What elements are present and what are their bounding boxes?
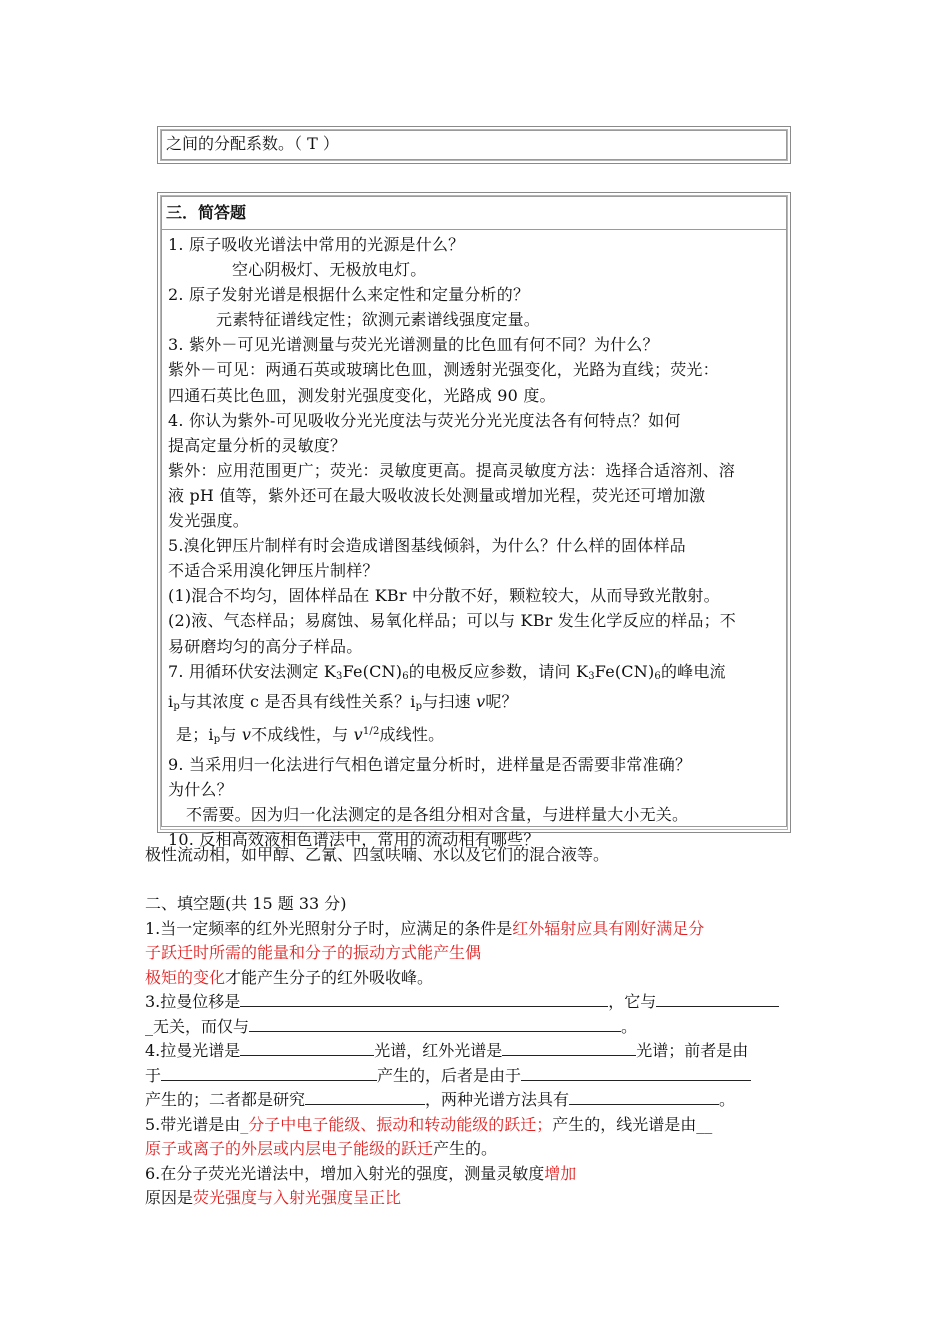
q5-line2: 不适合采用溴化钾压片制样？ xyxy=(168,561,379,581)
q9-line1: 9. 当采用归一化法进行气相色谱定量分析时，进样量是否需要非常准确？ xyxy=(168,754,692,774)
blank[interactable] xyxy=(656,991,779,1007)
fq1-line2: 子跃迁时所需的能量和分子的振动方式能产生偶 xyxy=(145,943,482,962)
fq4-line2: 于 产生的，后者是由于 xyxy=(145,1064,815,1089)
fq1-line3: 极矩的变化才能产生分子的红外吸收峰。 xyxy=(145,967,434,987)
q10: 10. 反相高效液相色谱法中，常用的流动相有哪些？ xyxy=(168,830,540,850)
fq3-line2: _无关，而仅与 。 xyxy=(145,1016,638,1036)
fq4-line1: 4.拉曼光谱是 光谱，红外光谱是 光谱；前者是由 xyxy=(145,1041,749,1060)
q4-line2: 提高定量分析的灵敏度？ xyxy=(168,435,347,455)
q1: 1. 原子吸收光谱法中常用的光源是什么？ xyxy=(168,235,465,254)
blank[interactable] xyxy=(502,1040,636,1056)
fq6-line2: 原因是荧光强度与入射光强度呈正比 xyxy=(145,1188,402,1207)
a4-line2: 液 pH 值等，紫外还可在最大吸收波长处测量或增加光程，荧光还可增加激 xyxy=(168,485,706,505)
blank[interactable] xyxy=(521,1065,751,1081)
fq1-line1: 1.当一定频率的红外光照射分子时，应满足的条件是红外辐射应具有刚好满足分 xyxy=(145,918,705,938)
fq5-line1: 5.带光谱是由_分子中电子能级、振动和转动能级的跃迁；产生的，线光谱是由__ xyxy=(145,1114,713,1134)
a2: 元素特征谱线定性；欲测元素谱线强度定量。 xyxy=(216,310,541,330)
a9: 不需要。因为归一化法测定的是各组分相对含量，与进样量大小无关。 xyxy=(186,805,689,825)
blank[interactable] xyxy=(305,1089,425,1105)
a10-text: 极性流动相，如甲醇、乙氰、四氢呋喃、水以及它们的混合液等。 xyxy=(145,845,610,864)
section3-heading: 三．简答题 xyxy=(162,197,786,230)
fq5-line2: 原子或离子的外层或内层电子能级的跃迁产生的。 xyxy=(145,1139,498,1158)
q7-line1: 7. 用循环伏安法测定 $K_3Fe(CN)_6$的电极反应参数，请问 $K_3Fe(CN)_6$的峰电流 xyxy=(168,661,726,682)
a1: 空心阴极灯、无极放电灯。 xyxy=(232,260,427,280)
a3-line1: 紫外－可见：两通石英或玻璃比色皿，测透射光强变化，光路为直线；荧光： xyxy=(168,360,719,380)
q3: 3. 紫外－可见光谱测量与荧光光谱测量的比色皿有何不同？为什么？ xyxy=(168,335,659,355)
q4-line1: 4. 你认为紫外-可见吸收分光光度法与荧光分光光度法各有何特点？如何 xyxy=(168,410,681,430)
short-answer-content xyxy=(162,230,786,852)
a4-line1: 紫外：应用范围更广；荧光：灵敏度更高。提高灵敏度方法：选择合适溶剂、溶 xyxy=(168,460,736,480)
a5-line1: (1)混合不均匀，固体样品在 KBr 中分散不好，颗粒较大，从而导致光散射。 xyxy=(168,586,720,606)
fq6-line1: 6.在分子荧光光谱法中，增加入射光的强度，测量灵敏度增加 xyxy=(145,1163,577,1183)
blank[interactable] xyxy=(240,991,608,1007)
q7-line2: $i_p$与其浓度 c 是否具有线性关系？$i_p$与扫速 v呢？ xyxy=(168,691,518,712)
a7: 是；$i_p$与 v不成线性，与 $v^{1/2}$成线性。 xyxy=(176,724,445,745)
blank[interactable] xyxy=(240,1040,374,1056)
fq3-line1: 3.拉曼位移是 ，它与 xyxy=(145,990,815,1015)
fill-in-section xyxy=(145,892,815,1211)
section2-heading: 二、填空题(共 15 题 33 分) xyxy=(145,894,347,913)
a5-line3: 易研磨均匀的高分子样品。 xyxy=(168,636,363,656)
q9-line2: 为什么？ xyxy=(168,779,233,799)
a5-line2: (2)液、气态样品；易腐蚀、易氧化样品；可以与 KBr 发生化学反应的样品；不 xyxy=(168,611,736,631)
box1-text: 之间的分配系数。（ T ） xyxy=(166,134,339,153)
a3-line2: 四通石英比色皿，测发射光强度变化，光路成 90 度。 xyxy=(168,385,556,405)
short-answer-box xyxy=(157,192,791,850)
blank[interactable] xyxy=(161,1065,377,1081)
blank[interactable] xyxy=(569,1089,719,1105)
answer-box-top xyxy=(157,126,791,164)
q5-line1: 5.溴化钾压片制样有时会造成谱图基线倾斜，为什么？什么样的固体样品 xyxy=(168,536,686,556)
fq4-line3: 产生的；二者都是研究 ，两种光谱方法具有 。 xyxy=(145,1090,736,1109)
blank[interactable] xyxy=(249,1016,621,1032)
q2: 2. 原子发射光谱是根据什么来定性和定量分析的？ xyxy=(168,285,530,305)
a4-line3: 发光强度。 xyxy=(168,511,250,531)
